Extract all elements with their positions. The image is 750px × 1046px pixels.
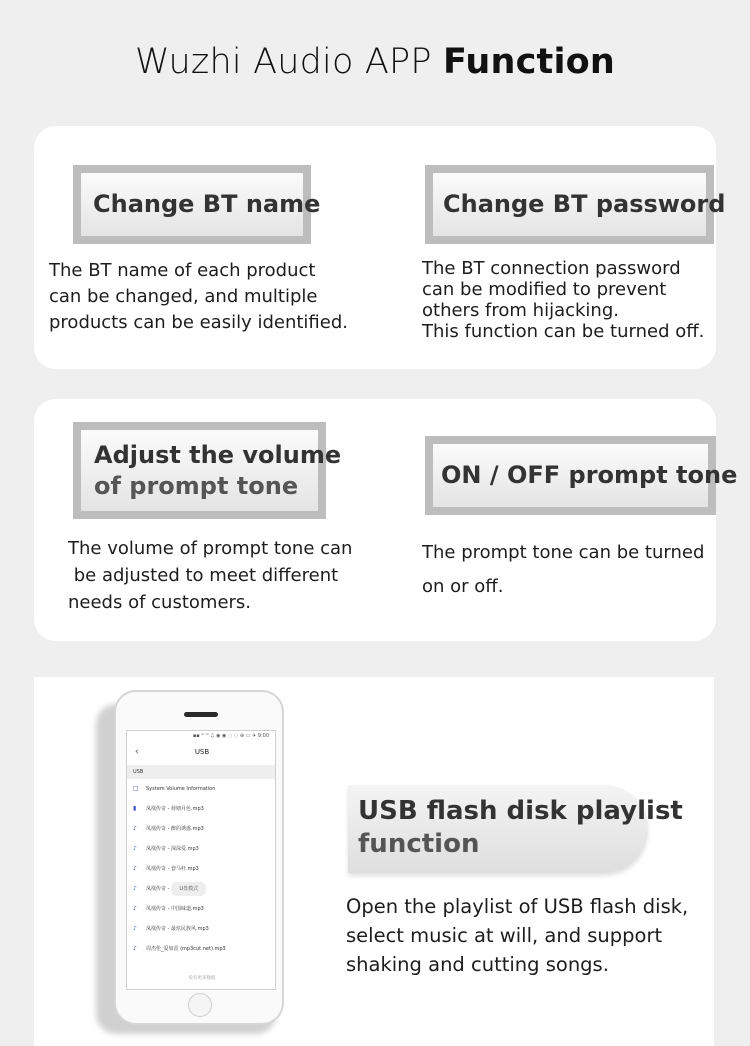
- desc-usb-playlist: Open the playlist of USB flash disk, select music at will, and support shaking and cutting songs.: [346, 895, 689, 976]
- note-icon: ♪: [133, 905, 137, 912]
- no-more-data: 没有更多数据: [188, 976, 216, 981]
- back-icon[interactable]: ‹: [135, 747, 139, 757]
- badge-label-line2: of prompt tone: [94, 471, 299, 500]
- badge-label: ON / OFF prompt tone: [441, 461, 738, 489]
- list-item[interactable]: ▮ 凤凰传奇 - 荷塘月色.mp3: [133, 802, 273, 816]
- badge-label-line2: function: [358, 829, 480, 859]
- list-item[interactable]: ♪ 凤凰传奇 - U盘模式: [133, 882, 273, 896]
- list-item[interactable]: ♪ 周杰伦_爱如雷 (mp3cut.net).mp3: [133, 942, 273, 956]
- badge-change-bt-name: [73, 165, 321, 244]
- phone-mockup: [114, 690, 284, 1025]
- badge-label-line1: USB flash disk playlist: [358, 796, 683, 826]
- note-icon: ♪: [133, 825, 137, 832]
- list-item[interactable]: ♪ 凤凰传奇 - 醉的诱惑.mp3: [133, 822, 273, 836]
- feature-card-prompt-tone: [34, 399, 738, 641]
- note-icon: ♪: [133, 845, 137, 852]
- note-icon: ♪: [133, 865, 137, 872]
- badge-usb-playlist: [348, 785, 683, 873]
- page-title: Wuzhi Audio APP Function: [134, 42, 616, 82]
- desc-change-bt-name: The BT name of each product can be changed, and multiple products can be easily identified.: [49, 260, 348, 333]
- mode-toast: U盘模式: [171, 882, 206, 896]
- phone-speaker: [184, 712, 218, 717]
- list-item[interactable]: □ System Volume Information: [133, 782, 273, 796]
- desc-on-off-prompt-tone: The prompt tone can be turned on or off.: [422, 542, 705, 597]
- list-item[interactable]: ♪ 凤凰传奇 - 套马杆.mp3: [133, 862, 273, 876]
- list-item[interactable]: ♪ 凤凰传奇 - 深深爱.mp3: [133, 842, 273, 856]
- desc-change-bt-password: The BT connection password can be modified to prevent others from hijacking. This function can be turned off.: [422, 258, 705, 342]
- badge-change-bt-password: [425, 165, 726, 244]
- note-icon: ♪: [133, 925, 137, 932]
- note-icon: ♪: [133, 945, 137, 952]
- badge-label-line1: Adjust the volume: [94, 440, 342, 469]
- home-button: [188, 993, 212, 1017]
- screen-title: USB: [194, 748, 210, 756]
- status-bar: ▪▪ ⁿˡ ⁿˡ ♫ ◉ ◉ ◌ ◌ ⊕ ▭ ✈ 9:00: [192, 733, 269, 739]
- badge-on-off-prompt-tone: [425, 436, 738, 515]
- list-item[interactable]: ♪ 凤凰传奇 - 最炫民族风.mp3: [133, 922, 273, 936]
- screen-header: [127, 747, 276, 761]
- phone-screen: [126, 730, 276, 990]
- desc-adjust-volume: The volume of prompt tone can be adjusted to meet different needs of customers.: [68, 538, 353, 613]
- badge-label: Change BT name: [93, 190, 321, 218]
- bars-icon: ▮: [133, 805, 137, 812]
- feature-card-bt: [34, 126, 726, 369]
- list-item[interactable]: ♪ 凤凰传奇 - 中国味道.mp3: [133, 902, 273, 916]
- badge-adjust-volume: [73, 422, 342, 519]
- badge-label: Change BT password: [443, 190, 726, 218]
- path-bar: USB: [127, 765, 276, 779]
- folder-icon: □: [133, 785, 139, 792]
- note-icon: ♪: [133, 885, 137, 892]
